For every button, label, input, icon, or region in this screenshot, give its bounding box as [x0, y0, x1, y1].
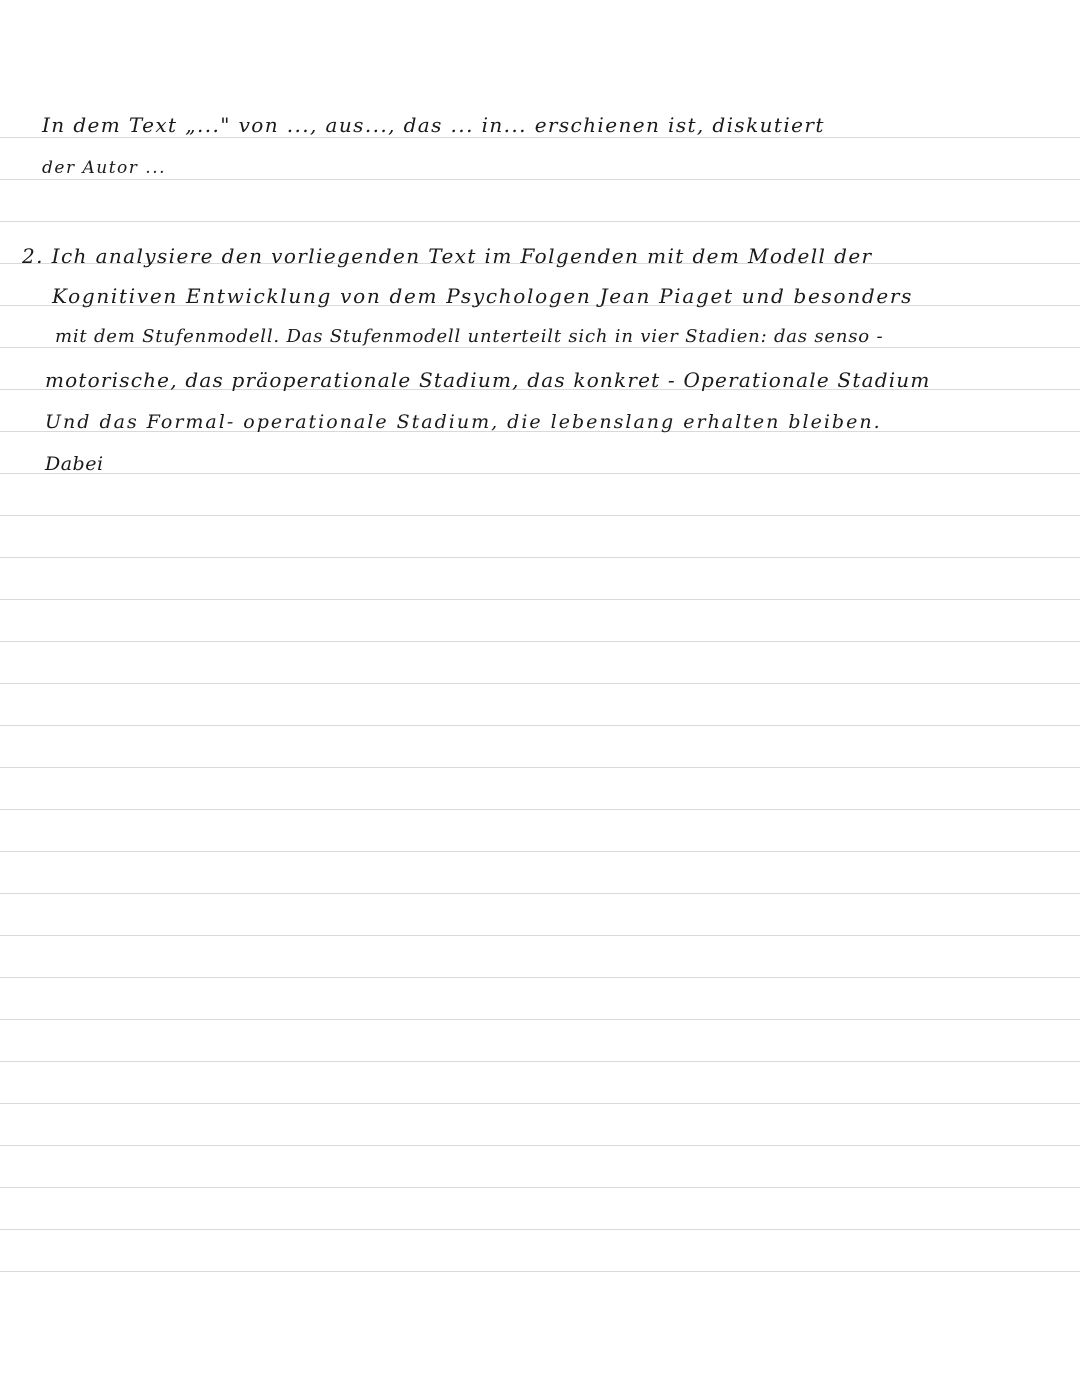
handwritten-line: 2. Ich analysiere den vorliegenden Text im Folgenden mit dem Modell der — [22, 244, 873, 268]
ruled-line — [0, 179, 1080, 180]
ruled-line — [0, 683, 1080, 684]
ruled-line — [0, 1271, 1080, 1272]
ruled-line — [0, 1187, 1080, 1188]
ruled-line — [0, 1019, 1080, 1020]
ruled-line — [0, 599, 1080, 600]
ruled-line — [0, 137, 1080, 138]
ruled-line — [0, 725, 1080, 726]
ruled-line — [0, 809, 1080, 810]
ruled-line — [0, 935, 1080, 936]
handwritten-line: mit dem Stufenmodell. Das Stufenmodell unterteilt sich in vier Stadien: das senso - — [55, 326, 884, 347]
ruled-line — [0, 893, 1080, 894]
handwritten-line: Kognitiven Entwicklung von dem Psychologen Jean Piaget und besonders — [52, 284, 914, 308]
ruled-line — [0, 347, 1080, 348]
handwritten-line: der Autor ... — [42, 158, 167, 178]
ruled-line — [0, 473, 1080, 474]
handwritten-line: motorische, das präoperationale Stadium, das konkret - Operationale Stadium — [45, 368, 931, 392]
ruled-line — [0, 1061, 1080, 1062]
ruled-line — [0, 1145, 1080, 1146]
ruled-line — [0, 515, 1080, 516]
ruled-line — [0, 851, 1080, 852]
handwritten-line: In dem Text „..." von ..., aus..., das ... in... erschienen ist, diskutiert — [42, 113, 825, 137]
ruled-line — [0, 641, 1080, 642]
handwritten-line: Und das Formal- operationale Stadium, die lebenslang erhalten bleiben. — [45, 411, 882, 433]
ruled-line — [0, 1229, 1080, 1230]
ruled-line — [0, 1103, 1080, 1104]
ruled-line — [0, 767, 1080, 768]
handwritten-line: Dabei — [45, 453, 104, 475]
ruled-line — [0, 977, 1080, 978]
ruled-line — [0, 221, 1080, 222]
ruled-line — [0, 557, 1080, 558]
